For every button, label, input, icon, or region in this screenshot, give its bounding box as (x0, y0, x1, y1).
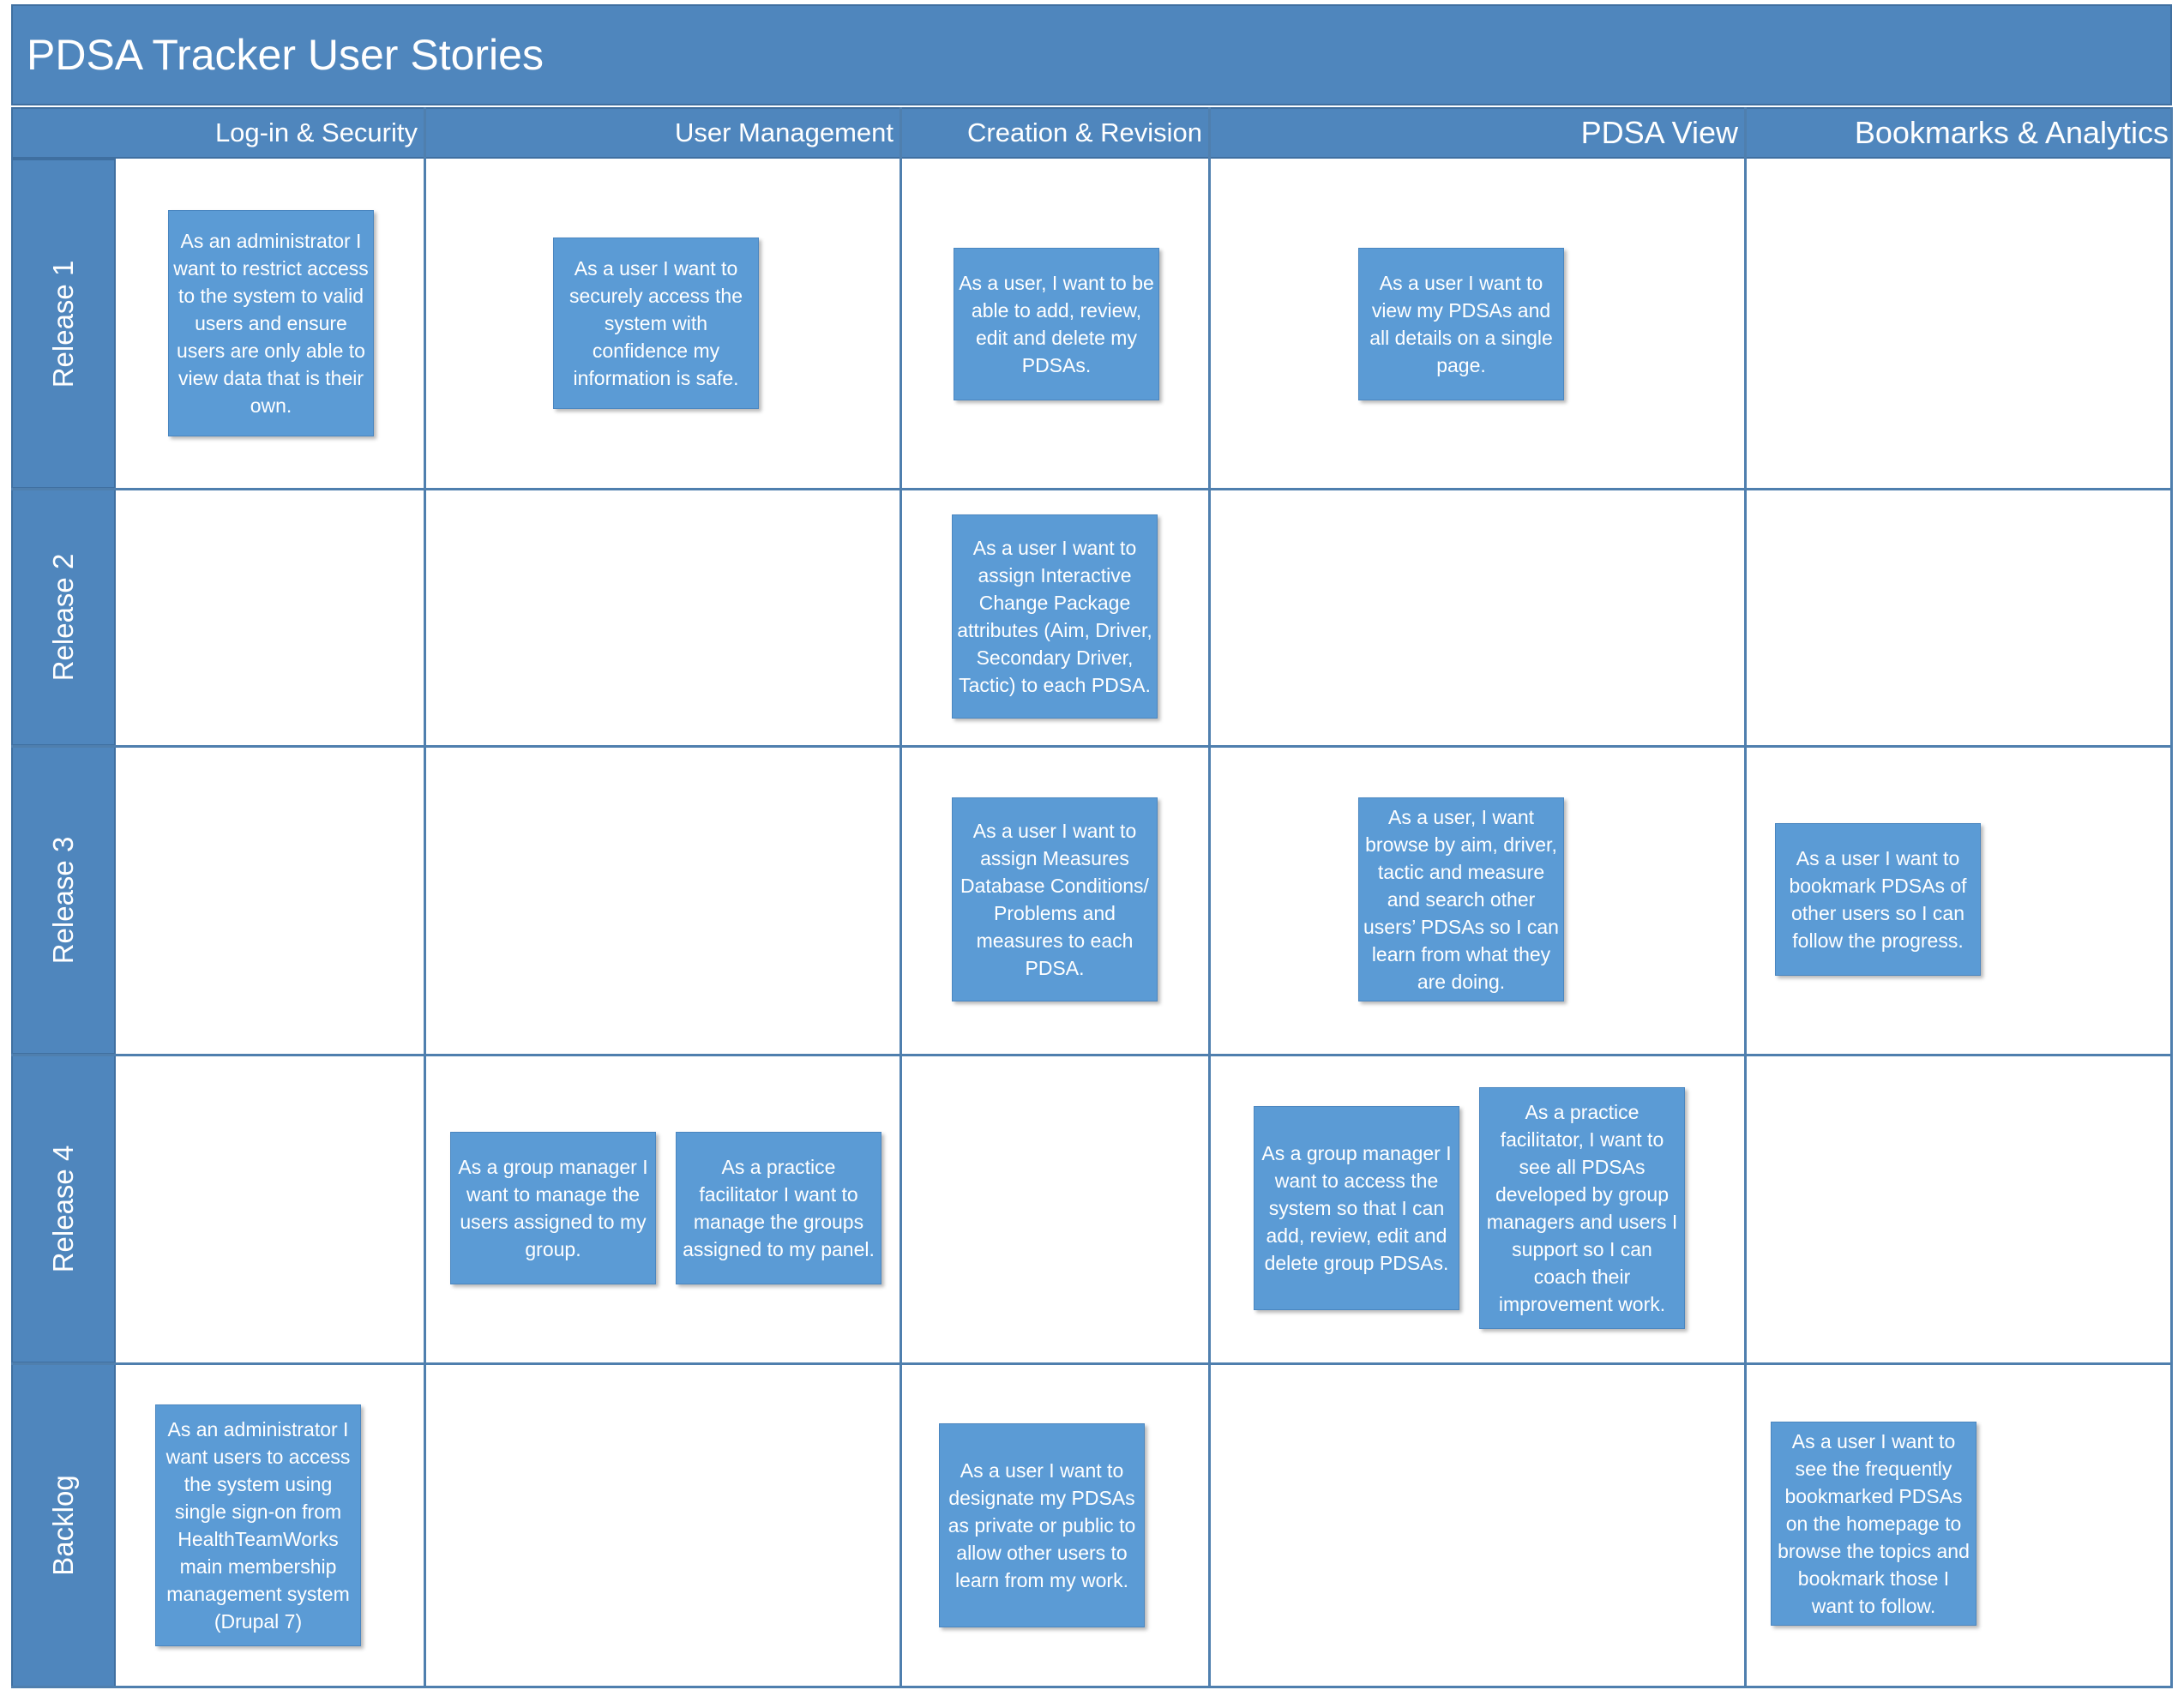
row-label-backlog (11, 1363, 116, 1687)
title-bar (11, 4, 2172, 105)
column-divider (899, 107, 902, 1687)
story-card[interactable]: As a group manager I want to manage the users assigned to my group. (450, 1132, 656, 1284)
story-card[interactable]: As a user, I want browse by aim, driver, tactic and measure and search other users’ PDSAs so I can learn from what they are doing. (1358, 797, 1564, 1001)
story-card[interactable]: As a user, I want to be able to add, review, edit and delete my PDSAs. (954, 248, 1159, 400)
column-header-pdsa-view: PDSA View (1580, 115, 1738, 150)
column-header-user-management: User Management (674, 117, 893, 147)
row-divider (11, 745, 2173, 748)
story-card[interactable]: As a user I want to designate my PDSAs as private or public to allow other users to learn from my work. (939, 1423, 1145, 1627)
column-divider (424, 107, 426, 1687)
column-divider (1208, 107, 1211, 1687)
story-card[interactable]: As a user I want to assign Interactive Change Package attributes (Aim, Driver, Secondary Driver, Tactic) to each PDSA. (952, 514, 1158, 719)
story-card[interactable]: As a user I want to view my PDSAs and all details on a single page. (1358, 248, 1564, 400)
story-card[interactable]: As a user I want to see the frequently bookmarked PDSAs on the homepage to browse the topics and bookmark those I want to follow. (1771, 1422, 1976, 1626)
column-header-creation-revision: Creation & Revision (967, 117, 1202, 147)
story-card[interactable]: As a practice facilitator I want to manage the groups assigned to my panel. (676, 1132, 881, 1284)
row-label-release-2 (11, 489, 116, 746)
column-divider (1744, 107, 1747, 1687)
board-right-edge (2170, 107, 2173, 1687)
row-label-text: Release 3 (47, 836, 79, 965)
column-header-bookmarks-analytics: Bookmarks & Analytics (1854, 115, 2169, 150)
row-label-release-4 (11, 1055, 116, 1363)
row-label-text: Release 4 (47, 1145, 79, 1273)
story-card[interactable]: As a practice facilitator, I want to see all PDSAs developed by group managers and users I support so I can coach their improvement work. (1479, 1087, 1685, 1329)
story-card[interactable]: As a user I want to securely access the system with confidence my information is safe. (553, 238, 759, 409)
row-label-release-3 (11, 746, 116, 1055)
row-label-release-1 (11, 159, 116, 489)
row-label-text: Release 2 (47, 553, 79, 682)
story-card[interactable]: As a user I want to assign Measures Database Conditions/ Problems and measures to each PDSA. (952, 797, 1158, 1001)
row-label-text: Backlog (47, 1475, 79, 1576)
page-title: PDSA Tracker User Stories (27, 31, 544, 79)
column-header-login-security: Log-in & Security (214, 117, 418, 147)
story-card[interactable]: As a group manager I want to access the system so that I can add, review, edit and delete group PDSAs. (1254, 1106, 1459, 1310)
story-card[interactable]: As an administrator I want to restrict access to the system to valid users and ensure users are only able to view data that is their own. (168, 210, 374, 436)
story-card[interactable]: As an administrator I want users to access the system using single sign-on from HealthTeamWorks main membership management system (Drupal 7) (155, 1404, 361, 1646)
row-divider (11, 1362, 2173, 1365)
row-divider (11, 1054, 2173, 1056)
story-card[interactable]: As a user I want to bookmark PDSAs of other users so I can follow the progress. (1775, 823, 1981, 976)
board-bottom-edge (11, 1686, 2173, 1688)
row-label-text: Release 1 (47, 260, 79, 388)
row-divider (11, 488, 2173, 490)
